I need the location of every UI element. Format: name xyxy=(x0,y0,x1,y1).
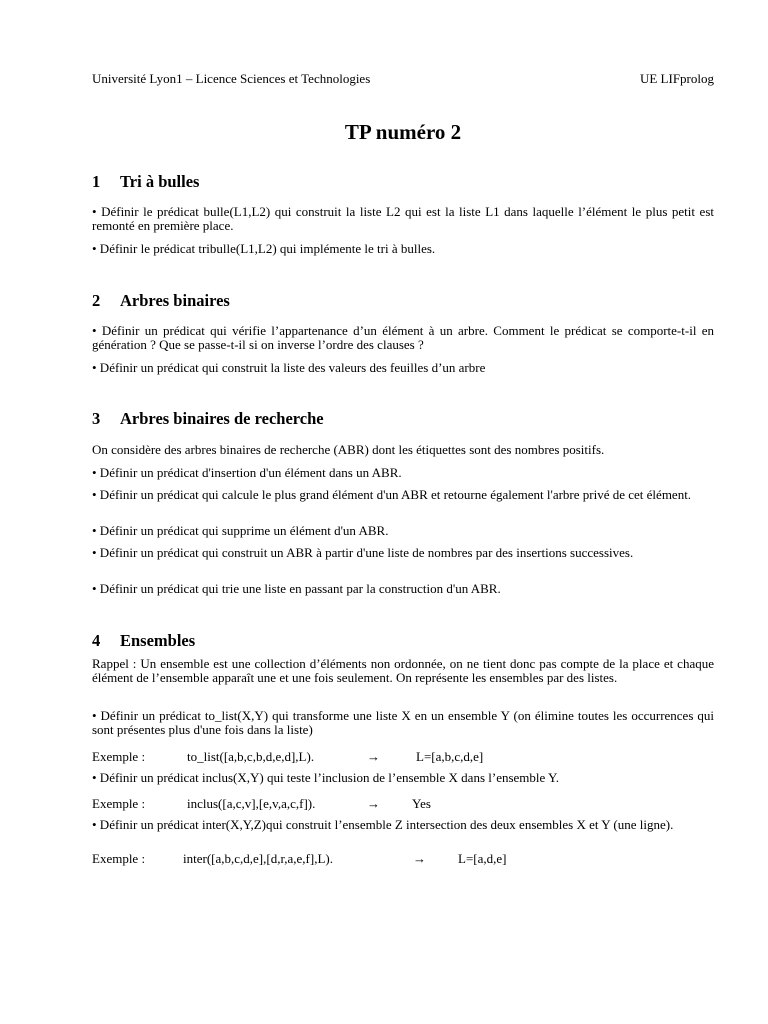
paragraph: • Définir un prédicat inclus(X,Y) qui teste l’inclusion de l’ensemble X dans l’ensemble Y. xyxy=(92,770,560,785)
section-number: 2 xyxy=(92,291,101,310)
example-result: L=[a,b,c,d,e] xyxy=(416,749,484,764)
paragraph: • Définir un prédicat qui calcule le plus grand élément d'un ABR et retourne également l'arbre privé de cet élément. xyxy=(92,487,692,502)
example-line xyxy=(92,749,714,764)
document-page xyxy=(92,0,714,1024)
paragraph: • Définir un prédicat qui vérifie l’appartenance d’un élément à un arbre. Comment le prédicat se comporte-t-il en génération ? Que se passe-t-il si on inverse l’ordre des clauses ? xyxy=(92,323,714,352)
paragraph: • Définir un prédicat to_list(X,Y) qui transforme une liste X en un ensemble Y (on élimine toutes les occurrences qui sont présentes plus d'une fois dans la liste) xyxy=(92,708,714,737)
section-heading-ensembles xyxy=(92,631,195,651)
section-heading-tri-a-bulles xyxy=(92,172,199,192)
section-title: Arbres binaires xyxy=(120,291,230,310)
example-query: inter([a,b,c,d,e],[d,r,a,e,f],L). xyxy=(183,851,333,866)
header-institution: Université Lyon1 – Licence Sciences et Technologies xyxy=(92,71,371,86)
example-label: Exemple : xyxy=(92,749,146,764)
example-label: Exemple : xyxy=(92,851,146,866)
section-title: Arbres binaires de recherche xyxy=(120,409,324,428)
example-line xyxy=(92,851,714,866)
header-course: UE LIFprolog xyxy=(639,71,714,86)
page-header xyxy=(92,71,714,87)
paragraph: • Définir le prédicat bulle(L1,L2) qui construit la liste L2 qui est la liste L1 dans laquelle l’élément le plus petit est remonté en première place. xyxy=(92,204,714,233)
example-label: Exemple : xyxy=(92,796,146,811)
page-title: TP numéro 2 xyxy=(344,120,462,144)
paragraph: On considère des arbres binaires de recherche (ABR) dont les étiquettes sont des nombres positifs. xyxy=(92,442,605,457)
paragraph: • Définir un prédicat qui construit la liste des valeurs des feuilles d’un arbre xyxy=(92,360,486,375)
section-number: 3 xyxy=(92,409,101,428)
section-number: 1 xyxy=(92,172,101,191)
section-heading-abr xyxy=(92,409,324,429)
example-query: inclus([a,c,v],[e,v,a,c,f]). xyxy=(187,796,316,811)
section-title: Ensembles xyxy=(120,631,196,650)
example-line xyxy=(92,796,714,811)
paragraph: Rappel : Un ensemble est une collection d’éléments non ordonnée, on ne tient donc pas compte de la place et chaque élément de l’ensemble apparaît une et une fois seulement. On représente les ensembles par des listes. xyxy=(92,656,714,685)
example-result: Yes xyxy=(412,796,431,811)
arrow-icon: → xyxy=(413,851,426,866)
paragraph: • Définir un prédicat inter(X,Y,Z)qui construit l’ensemble Z intersection des deux ensembles X et Y (une ligne). xyxy=(92,817,674,832)
example-result: L=[a,d,e] xyxy=(458,851,507,866)
paragraph: • Définir un prédicat qui supprime un élément d'un ABR. xyxy=(92,523,389,538)
section-number: 4 xyxy=(92,631,101,650)
paragraph: • Définir un prédicat qui trie une liste en passant par la construction d'un ABR. xyxy=(92,581,501,596)
arrow-icon: → xyxy=(367,796,380,811)
section-title: Tri à bulles xyxy=(120,172,200,191)
paragraph: • Définir le prédicat tribulle(L1,L2) qui implémente le tri à bulles. xyxy=(92,241,436,256)
paragraph: • Définir un prédicat qui construit un ABR à partir d'une liste de nombres par des insertions successives. xyxy=(92,545,634,560)
section-heading-arbres-binaires xyxy=(92,291,230,311)
paragraph: • Définir un prédicat d'insertion d'un élément dans un ABR. xyxy=(92,465,402,480)
example-query: to_list([a,b,c,b,d,e,d],L). xyxy=(187,749,315,764)
arrow-icon: → xyxy=(367,749,380,764)
